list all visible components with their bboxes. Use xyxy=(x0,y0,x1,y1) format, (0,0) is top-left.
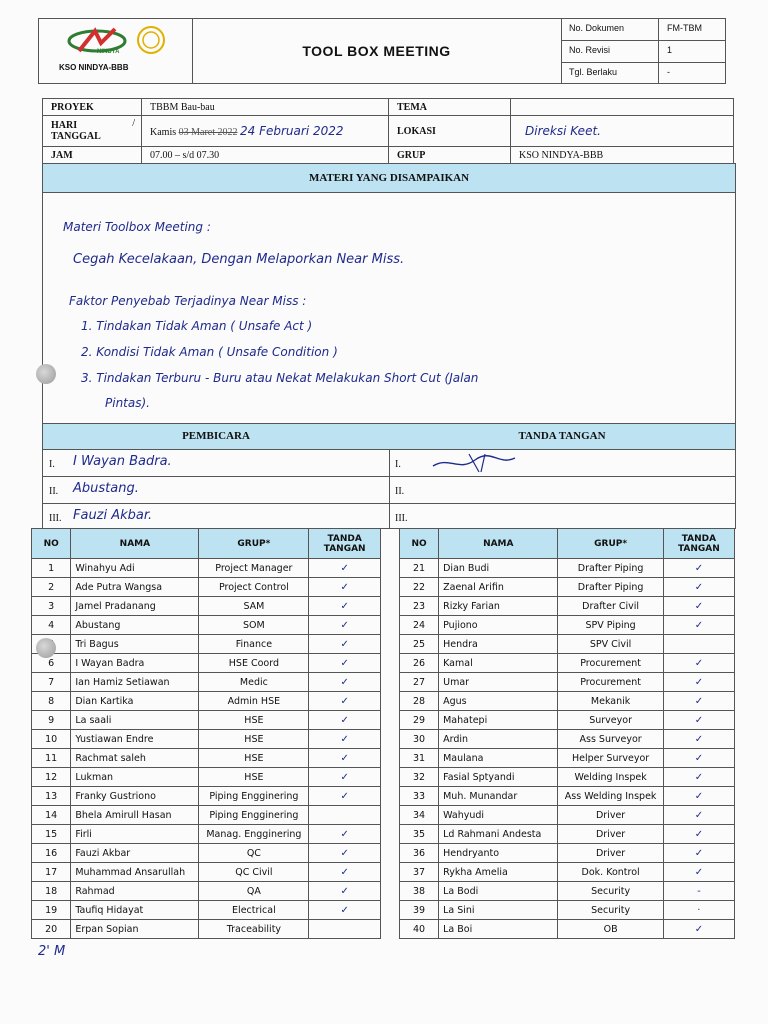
attendance-row xyxy=(32,730,381,749)
attendee-group: Drafter Piping xyxy=(558,559,663,578)
attendance-row xyxy=(32,787,381,806)
row-number: 29 xyxy=(400,711,439,730)
attendee-group: SAM xyxy=(199,597,309,616)
attendee-group: Dok. Kontrol xyxy=(558,863,663,882)
attendee-signature: ✓ xyxy=(309,692,381,711)
attendee-signature xyxy=(663,635,734,654)
row-number: III. xyxy=(49,513,62,524)
attendee-group: Drafter Piping xyxy=(558,578,663,597)
attendee-signature: ✓ xyxy=(663,749,734,768)
attendee-name: Yustiawan Endre xyxy=(71,730,199,749)
lokasi-value: Direksi Keet. xyxy=(511,116,734,147)
row-number: 6 xyxy=(32,654,71,673)
attendance-row xyxy=(32,882,381,901)
attendance-row xyxy=(32,825,381,844)
signature-row xyxy=(389,450,735,477)
attendee-group: HSE Coord xyxy=(199,654,309,673)
col-nama: NAMA xyxy=(71,529,199,559)
attendee-group: Piping Engginering xyxy=(199,806,309,825)
attendance-row xyxy=(400,863,735,882)
attendee-group: Drafter Civil xyxy=(558,597,663,616)
attendee-signature: ✓ xyxy=(663,825,734,844)
attendee-name: Ardin xyxy=(439,730,558,749)
attendee-group: Driver xyxy=(558,844,663,863)
attendee-group: OB xyxy=(558,920,663,939)
attendance-row xyxy=(400,901,735,920)
attendee-group: Procurement xyxy=(558,673,663,692)
attendance-row xyxy=(400,730,735,749)
row-number: 23 xyxy=(400,597,439,616)
attendee-name: Jamel Pradanang xyxy=(71,597,199,616)
col-grup: GRUP* xyxy=(199,529,309,559)
attendee-signature xyxy=(309,920,381,939)
row-number: 37 xyxy=(400,863,439,882)
attendee-name: Rachmat saleh xyxy=(71,749,199,768)
row-number: 20 xyxy=(32,920,71,939)
logo-text: NINDYA xyxy=(97,49,120,55)
attendee-signature: ✓ xyxy=(309,635,381,654)
attendance-row xyxy=(400,711,735,730)
attendance-row xyxy=(400,616,735,635)
attendance-row xyxy=(32,920,381,939)
attendee-name: Pujiono xyxy=(439,616,558,635)
row-number: 19 xyxy=(32,901,71,920)
col-no: NO xyxy=(400,529,439,559)
attendee-name: Rizky Farian xyxy=(439,597,558,616)
row-number: I. xyxy=(49,459,55,470)
attendee-signature: ✓ xyxy=(309,901,381,920)
attendee-group: Mekanik xyxy=(558,692,663,711)
attendee-group: Electrical xyxy=(199,901,309,920)
attendee-name: Agus xyxy=(439,692,558,711)
col-nama: NAMA xyxy=(439,529,558,559)
row-number: II. xyxy=(395,486,405,497)
attendance-row xyxy=(400,673,735,692)
grup-label: GRUP xyxy=(389,147,511,164)
hari-tanggal-label xyxy=(43,116,142,147)
attendance-row xyxy=(32,806,381,825)
row-number: II. xyxy=(49,486,59,497)
attendee-name: Mahatepi xyxy=(439,711,558,730)
attendee-signature: ✓ xyxy=(309,787,381,806)
attendance-row xyxy=(400,578,735,597)
col-ttd: TANDA TANGAN xyxy=(309,529,381,559)
materi-line: Pintas). xyxy=(105,396,150,410)
col-no: NO xyxy=(32,529,71,559)
attendee-group: Security xyxy=(558,901,663,920)
attendee-name: Winahyu Adi xyxy=(71,559,199,578)
attendee-name: La Bodi xyxy=(439,882,558,901)
pembicara-row xyxy=(43,477,389,504)
attendance-row xyxy=(32,901,381,920)
attendee-group: HSE xyxy=(199,711,309,730)
pembicara-row xyxy=(43,504,389,530)
attendee-group: QC Civil xyxy=(199,863,309,882)
attendee-group: Finance xyxy=(199,635,309,654)
row-number: 1 xyxy=(32,559,71,578)
attendee-name: Dian Kartika xyxy=(71,692,199,711)
attendee-name: Lukman xyxy=(71,768,199,787)
attendance-row xyxy=(32,616,381,635)
row-number: 11 xyxy=(32,749,71,768)
row-number: III. xyxy=(395,513,408,524)
attendee-signature: ✓ xyxy=(663,692,734,711)
attendee-signature: ✓ xyxy=(309,578,381,597)
pembicara-column xyxy=(43,424,390,528)
attendee-name: Bhela Amirull Hasan xyxy=(71,806,199,825)
attendee-signature: ✓ xyxy=(663,863,734,882)
signature-heading: TANDA TANGAN xyxy=(389,424,735,450)
row-number: 13 xyxy=(32,787,71,806)
attendee-group: QC xyxy=(199,844,309,863)
attendance-row xyxy=(400,825,735,844)
attendee-group: Medic xyxy=(199,673,309,692)
attendee-signature: ✓ xyxy=(309,654,381,673)
document-header xyxy=(38,18,726,84)
attendance-row xyxy=(400,768,735,787)
attendee-group: Helper Surveyor xyxy=(558,749,663,768)
attendee-group: Admin HSE xyxy=(199,692,309,711)
attendee-signature: ✓ xyxy=(309,749,381,768)
attendance-row xyxy=(32,559,381,578)
attendee-group: Security xyxy=(558,882,663,901)
attendee-name: Fasial Sptyandi xyxy=(439,768,558,787)
attendee-group: HSE xyxy=(199,768,309,787)
attendee-signature: ✓ xyxy=(309,730,381,749)
attendee-name: La Sini xyxy=(439,901,558,920)
attendee-signature: ✓ xyxy=(663,730,734,749)
col-ttd: TANDA TANGAN xyxy=(663,529,734,559)
proyek-label: PROYEK xyxy=(43,99,142,116)
col-grup: GRUP* xyxy=(558,529,663,559)
handwritten-date: 24 Februari 2022 xyxy=(240,124,344,138)
attendee-signature: ✓ xyxy=(663,768,734,787)
tanggal-label: TANGGAL xyxy=(51,131,101,142)
attendee-name: Ian Hamiz Setiawan xyxy=(71,673,199,692)
struck-date: 03 Maret 2022 xyxy=(178,127,238,138)
attendee-group: Ass Welding Inspek xyxy=(558,787,663,806)
attendance-row xyxy=(32,654,381,673)
attendee-group: Driver xyxy=(558,825,663,844)
speaker-name: I Wayan Badra. xyxy=(73,454,172,469)
attendee-name: Hendra xyxy=(439,635,558,654)
materi-line: Cegah Kecelakaan, Dengan Melaporkan Near Miss. xyxy=(73,252,405,267)
attendee-signature: ✓ xyxy=(663,787,734,806)
row-number: 3 xyxy=(32,597,71,616)
footer-note: 2' M xyxy=(38,944,66,959)
hari-tanggal-value xyxy=(142,116,389,147)
row-number: 28 xyxy=(400,692,439,711)
attendee-signature: ✓ xyxy=(663,673,734,692)
hari-printed: Kamis xyxy=(150,127,177,138)
row-number: 12 xyxy=(32,768,71,787)
pembicara-row xyxy=(43,450,389,477)
attendee-signature: - xyxy=(663,882,734,901)
row-number: 15 xyxy=(32,825,71,844)
attendee-name: Kamal xyxy=(439,654,558,673)
grup-value: KSO NINDYA-BBB xyxy=(511,147,734,164)
row-number: 30 xyxy=(400,730,439,749)
attendance-row xyxy=(400,787,735,806)
attendee-signature: ✓ xyxy=(663,597,734,616)
slash-mark: / xyxy=(132,118,135,129)
attendee-signature: ✓ xyxy=(663,844,734,863)
row-number: 32 xyxy=(400,768,439,787)
punch-hole xyxy=(36,364,56,384)
attendee-name: Erpan Sopian xyxy=(71,920,199,939)
proyek-value: TBBM Bau-bau xyxy=(142,99,389,116)
row-number: 17 xyxy=(32,863,71,882)
attendee-signature: ✓ xyxy=(309,882,381,901)
row-number: 35 xyxy=(400,825,439,844)
meta-value: FM-TBM xyxy=(667,23,702,33)
logo-block xyxy=(39,19,193,83)
attendee-group: QA xyxy=(199,882,309,901)
attendance-table-right xyxy=(399,528,735,939)
row-number: 31 xyxy=(400,749,439,768)
attendance-row xyxy=(400,635,735,654)
attendance-row xyxy=(32,768,381,787)
attendee-name: Muhammad Ansarullah xyxy=(71,863,199,882)
materi-line: 2. Kondisi Tidak Aman ( Unsafe Condition ) xyxy=(81,345,338,359)
attendee-signature: ✓ xyxy=(309,863,381,882)
hari-label: HARI xyxy=(51,120,78,131)
attendee-name: Fauzi Akbar xyxy=(71,844,199,863)
attendee-name: Rahmad xyxy=(71,882,199,901)
attendance-row xyxy=(32,673,381,692)
attendee-name: Zaenal Arifin xyxy=(439,578,558,597)
materi-line: Faktor Penyebab Terjadinya Near Miss : xyxy=(69,294,307,308)
attendee-group: Project Manager xyxy=(199,559,309,578)
attendance-row xyxy=(32,863,381,882)
attendee-group: HSE xyxy=(199,730,309,749)
company-name: KSO NINDYA-BBB xyxy=(59,63,129,72)
attendance-row xyxy=(400,806,735,825)
materi-section xyxy=(42,163,736,425)
attendee-signature: ✓ xyxy=(309,711,381,730)
tema-label: TEMA xyxy=(389,99,511,116)
row-number: 18 xyxy=(32,882,71,901)
row-number: 22 xyxy=(400,578,439,597)
materi-line: 1. Tindakan Tidak Aman ( Unsafe Act ) xyxy=(81,319,313,333)
pembicara-heading: PEMBICARA xyxy=(43,424,389,450)
attendee-group: Ass Surveyor xyxy=(558,730,663,749)
lokasi-label: LOKASI xyxy=(389,116,511,147)
attendee-name: Rykha Amelia xyxy=(439,863,558,882)
attendee-name: Abustang xyxy=(71,616,199,635)
row-number: 34 xyxy=(400,806,439,825)
attendance-row xyxy=(32,749,381,768)
jam-label: JAM xyxy=(43,147,142,164)
punch-hole xyxy=(36,638,56,658)
speaker-name: Fauzi Akbar. xyxy=(73,508,153,523)
materi-line: Materi Toolbox Meeting : xyxy=(63,220,211,234)
row-number: 9 xyxy=(32,711,71,730)
meta-label: No. Dokumen xyxy=(561,19,659,40)
attendee-name: Hendryanto xyxy=(439,844,558,863)
document-meta xyxy=(561,19,725,83)
attendee-group: HSE xyxy=(199,749,309,768)
row-number: 7 xyxy=(32,673,71,692)
attendance-row xyxy=(32,711,381,730)
row-number: I. xyxy=(395,459,401,470)
attendee-name: Dian Budi xyxy=(439,559,558,578)
attendee-name: I Wayan Badra xyxy=(71,654,199,673)
attendee-signature: ✓ xyxy=(663,578,734,597)
attendee-name: Firli xyxy=(71,825,199,844)
row-number: 33 xyxy=(400,787,439,806)
row-number: 14 xyxy=(32,806,71,825)
attendee-signature: ✓ xyxy=(309,844,381,863)
attendance-row xyxy=(400,844,735,863)
materi-line: 3. Tindakan Terburu - Buru atau Nekat Melakukan Short Cut (Jalan xyxy=(81,371,479,385)
attendee-signature: ✓ xyxy=(663,711,734,730)
attendee-signature: ✓ xyxy=(309,597,381,616)
tema-value xyxy=(511,99,734,116)
attendee-signature: ✓ xyxy=(663,920,734,939)
attendance-row xyxy=(400,920,735,939)
attendee-signature: ✓ xyxy=(663,559,734,578)
attendee-name: Tri Bagus xyxy=(71,635,199,654)
row-number: 4 xyxy=(32,616,71,635)
attendance-row xyxy=(32,692,381,711)
attendee-signature: ✓ xyxy=(309,616,381,635)
row-number: 26 xyxy=(400,654,439,673)
attendance-table-left xyxy=(31,528,381,939)
attendance-row xyxy=(400,654,735,673)
attendee-signature: ✓ xyxy=(663,806,734,825)
project-info-table xyxy=(42,98,734,164)
meta-value: 1 xyxy=(667,45,673,55)
attendee-name: Muh. Munandar xyxy=(439,787,558,806)
attendee-name: Ade Putra Wangsa xyxy=(71,578,199,597)
attendee-group: Welding Inspek xyxy=(558,768,663,787)
attendee-group: Manag. Engginering xyxy=(199,825,309,844)
attendee-name: Franky Gustriono xyxy=(71,787,199,806)
attendee-signature: ✓ xyxy=(309,673,381,692)
attendee-signature: ✓ xyxy=(309,559,381,578)
attendee-group: Surveyor xyxy=(558,711,663,730)
attendee-group: SPV Piping xyxy=(558,616,663,635)
attendee-name: Wahyudi xyxy=(439,806,558,825)
attendee-name: Ld Rahmani Andesta xyxy=(439,825,558,844)
meta-value: - xyxy=(667,67,670,77)
row-number: 39 xyxy=(400,901,439,920)
attendee-group: SPV Civil xyxy=(558,635,663,654)
row-number: 38 xyxy=(400,882,439,901)
attendee-signature xyxy=(309,806,381,825)
row-number: 27 xyxy=(400,673,439,692)
row-number: 16 xyxy=(32,844,71,863)
row-number: 24 xyxy=(400,616,439,635)
row-number: 21 xyxy=(400,559,439,578)
attendee-group: Procurement xyxy=(558,654,663,673)
materi-heading: MATERI YANG DISAMPAIKAN xyxy=(43,164,735,193)
attendance-row xyxy=(32,844,381,863)
attendee-group: Driver xyxy=(558,806,663,825)
jam-value: 07.00 – s/d 07.30 xyxy=(142,147,389,164)
pembicara-section xyxy=(42,423,736,529)
attendee-signature: ✓ xyxy=(663,654,734,673)
attendee-signature: ✓ xyxy=(663,616,734,635)
attendee-group: Piping Engginering xyxy=(199,787,309,806)
attendance-row xyxy=(400,749,735,768)
attendee-group: SOM xyxy=(199,616,309,635)
signature-row xyxy=(389,477,735,504)
row-number: 40 xyxy=(400,920,439,939)
attendee-name: La saali xyxy=(71,711,199,730)
attendance-row xyxy=(32,597,381,616)
attendee-group: Project Control xyxy=(199,578,309,597)
meta-label: Tgl. Berlaku xyxy=(561,63,659,84)
row-number: 36 xyxy=(400,844,439,863)
signature-column xyxy=(389,424,735,528)
attendee-group: Traceability xyxy=(199,920,309,939)
company-logo-icon xyxy=(57,23,177,63)
row-number: 8 xyxy=(32,692,71,711)
attendee-name: Taufiq Hidayat xyxy=(71,901,199,920)
signature-row xyxy=(389,504,735,530)
document-title: TOOL BOX MEETING xyxy=(192,19,562,83)
attendee-signature: · xyxy=(663,901,734,920)
attendance-row xyxy=(400,559,735,578)
attendance-row xyxy=(32,635,381,654)
attendance-row xyxy=(400,597,735,616)
attendance-row xyxy=(32,578,381,597)
meta-label: No. Revisi xyxy=(561,41,659,62)
row-number: 2 xyxy=(32,578,71,597)
attendee-name: Maulana xyxy=(439,749,558,768)
row-number: 10 xyxy=(32,730,71,749)
speaker-name: Abustang. xyxy=(73,481,139,496)
row-number: 25 xyxy=(400,635,439,654)
signature-icon xyxy=(429,452,519,474)
attendee-signature: ✓ xyxy=(309,768,381,787)
attendance-row xyxy=(400,692,735,711)
attendance-row xyxy=(400,882,735,901)
attendee-name: La Boi xyxy=(439,920,558,939)
attendee-signature: ✓ xyxy=(309,825,381,844)
attendee-name: Umar xyxy=(439,673,558,692)
